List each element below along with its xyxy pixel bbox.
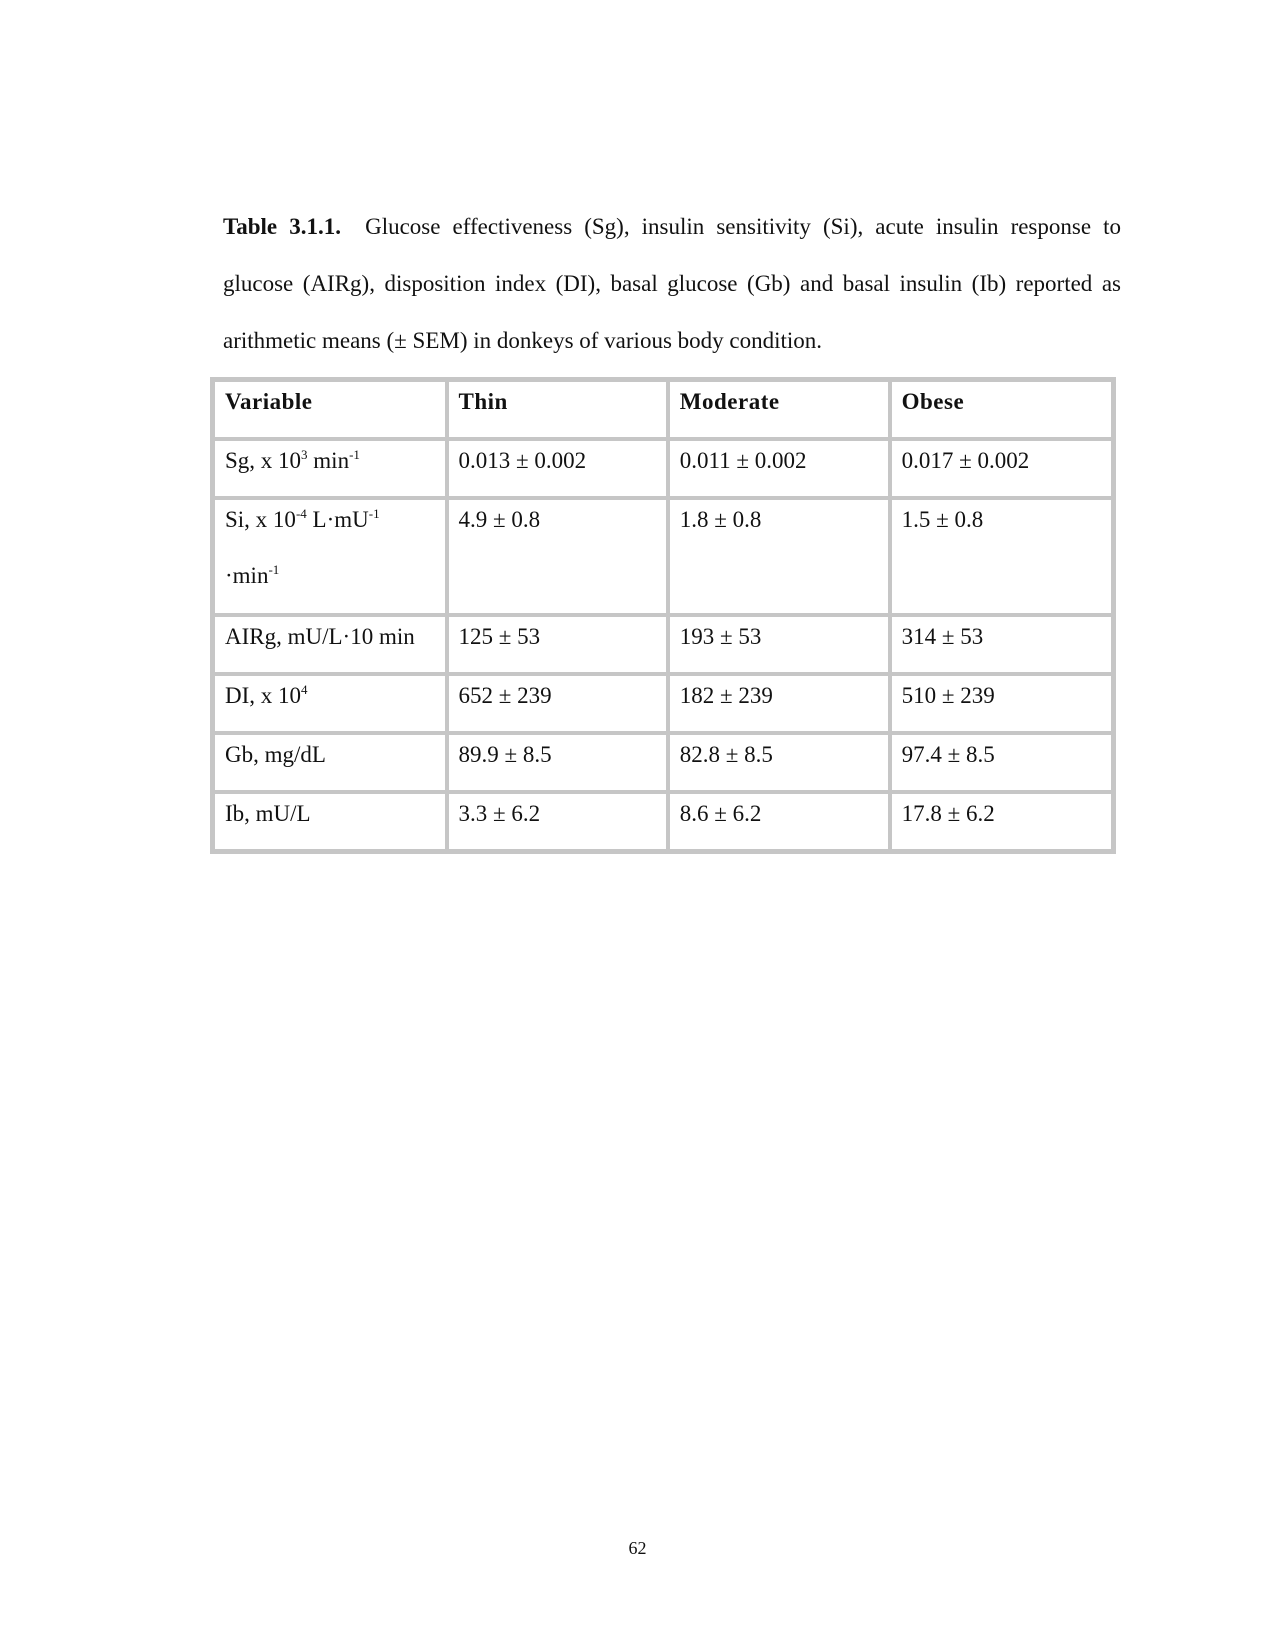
page-number: 62 [628,1538,647,1558]
cell-obese: 17.8 ± 6.2 [890,792,1113,851]
cell-moderate: 82.8 ± 8.5 [668,733,890,792]
table-row [213,733,1113,792]
cell-thin: 0.013 ± 0.002 [447,439,668,498]
cell-moderate: 193 ± 53 [668,615,890,674]
cell-moderate: 182 ± 239 [668,674,890,733]
row-variable-si: Si, x $10^{-4}$ $L\cdot mU^{-1}$ $\cdot\min^{-1}$ [213,498,447,615]
cell-thin: 652 ± 239 [447,674,668,733]
table-caption-label: Table 3.1.1. [223,214,341,239]
table-row [213,498,1113,615]
row-variable-sg: Sg, x $10^3$ $\min^{-1}$ [213,439,447,498]
cell-thin: 3.3 ± 6.2 [447,792,668,851]
table-row [213,439,1113,498]
cell-thin: 125 ± 53 [447,615,668,674]
table-caption-text: Glucose effectiveness (Sg), insulin sensitivity (Si), acute insulin response to glucose (AIRg), disposition index (DI), basal glucose (Gb) and basal insulin (Ib) reported as arithmetic means (± SEM) in donkeys of various body condition. [223,214,1122,353]
results-table [210,377,1116,854]
row-variable-ib: Ib, mU/L [213,792,447,851]
cell-obese: 510 ± 239 [890,674,1113,733]
cell-obese: 0.017 ± 0.002 [890,439,1113,498]
header-thin: Thin [447,380,668,439]
table-caption [223,198,1121,369]
cell-obese: 314 ± 53 [890,615,1113,674]
table-row [213,674,1113,733]
header-variable: Variable [213,380,447,439]
table-row [213,792,1113,851]
header-moderate: Moderate [668,380,890,439]
cell-obese: 97.4 ± 8.5 [890,733,1113,792]
cell-thin: 89.9 ± 8.5 [447,733,668,792]
row-variable-airg: AIRg, mU/L·10 min [213,615,447,674]
cell-moderate: 1.8 ± 0.8 [668,498,890,615]
row-variable-di: DI, x $10^4$ [213,674,447,733]
cell-moderate: 0.011 ± 0.002 [668,439,890,498]
cell-moderate: 8.6 ± 6.2 [668,792,890,851]
cell-obese: 1.5 ± 0.8 [890,498,1113,615]
header-obese: Obese [890,380,1113,439]
cell-thin: 4.9 ± 0.8 [447,498,668,615]
table-row [213,615,1113,674]
table-header-row [213,380,1113,439]
row-variable-gb: Gb, mg/dL [213,733,447,792]
